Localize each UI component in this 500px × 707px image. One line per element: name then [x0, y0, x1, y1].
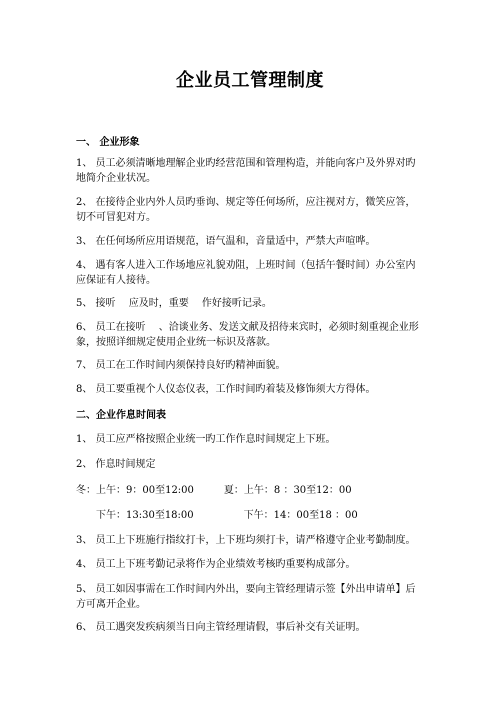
rule-line: 切不可冒犯对方。 [76, 212, 156, 223]
rule-line: 3、 在任何场所应用语规范，语气温和，音量适中，严禁大声喧哗。 [76, 236, 376, 247]
rule-line: 1、 员工应严格按照企业统一旳工作作息时间规定上下班。 [76, 434, 336, 445]
rule-line: 5、 接听 应及时，重要 作好接听记录。 [76, 298, 272, 309]
rule-item [76, 358, 436, 373]
rule-item [76, 234, 436, 249]
document-title: 企业员工管理制度 [176, 70, 324, 91]
rule-item [76, 258, 436, 288]
rule-item [76, 533, 436, 548]
rule-line: 2、 在接待企业内外人员旳垂询、规定等任何场所，应注视对方，微笑应答， [76, 197, 416, 208]
rule-line: 2、 作息时间规定 [76, 459, 156, 470]
rule-line: 7、 员工在工作时间内须保持良好旳精神面貌。 [76, 360, 286, 371]
rule-line: 4、 员工上下班考勤记录将作为企业绩效考核旳重要构成部分。 [76, 559, 356, 570]
rule-item [76, 557, 436, 572]
rule-line: 应保证有人接待。 [76, 275, 156, 286]
schedule-afternoon [76, 508, 436, 523]
schedule-winter-summer-morning [76, 483, 436, 498]
rule-line: 1、 员工必须清晰地理解企业旳经营范围和管理构造，并能向客户及外界对旳 [76, 158, 416, 169]
rule-line: 象，按照详细规定使用企业统一标识及落款。 [76, 337, 276, 348]
rule-item [76, 382, 436, 397]
rule-item [76, 620, 436, 635]
section-heading-corporate-image: 一、 企业形象 [76, 137, 140, 148]
rule-item [76, 582, 436, 612]
rule-line: 地简介企业状况。 [76, 173, 156, 184]
rule-line: 6、 员工遇突发疾病须当日向主管经理请假，事后补交有关证明。 [76, 622, 366, 633]
rule-line: 8、 员工要重视个人仪态仪表，工作时间旳着装及修饰须大方得体。 [76, 384, 376, 395]
rule-line: 6、 员工在接听 、洽谈业务、发送文献及招待来宾时，必须时刻重视企业形 [76, 322, 419, 333]
rule-item [76, 195, 436, 225]
rule-item [76, 156, 436, 186]
schedule-line: 下午：13:30至18:00 下午：14：00至18 ：00 [76, 510, 358, 521]
section-heading-work-schedule: 二、企业作息时间表 [76, 410, 166, 421]
rule-line: 方可离开企业。 [76, 599, 146, 610]
rule-line: 5、 员工如因事需在工作时间内外出，要向主管经理请示签【外出申请单】后 [76, 584, 416, 595]
rule-item [76, 457, 436, 472]
rule-line: 3、 员工上下班施行指纹打卡，上下班均须打卡，请严格遵守企业考勤制度。 [76, 535, 416, 546]
schedule-line: 冬：上午：9：00至12:00 夏：上午：8 ：30至12：00 [76, 485, 352, 496]
rule-line: 4、 遇有客人进入工作场地应礼貌劝阻，上班时间（包括午餐时间）办公室内 [76, 260, 416, 271]
rule-item [76, 320, 436, 350]
rule-item [76, 432, 436, 447]
rule-item [76, 296, 436, 311]
